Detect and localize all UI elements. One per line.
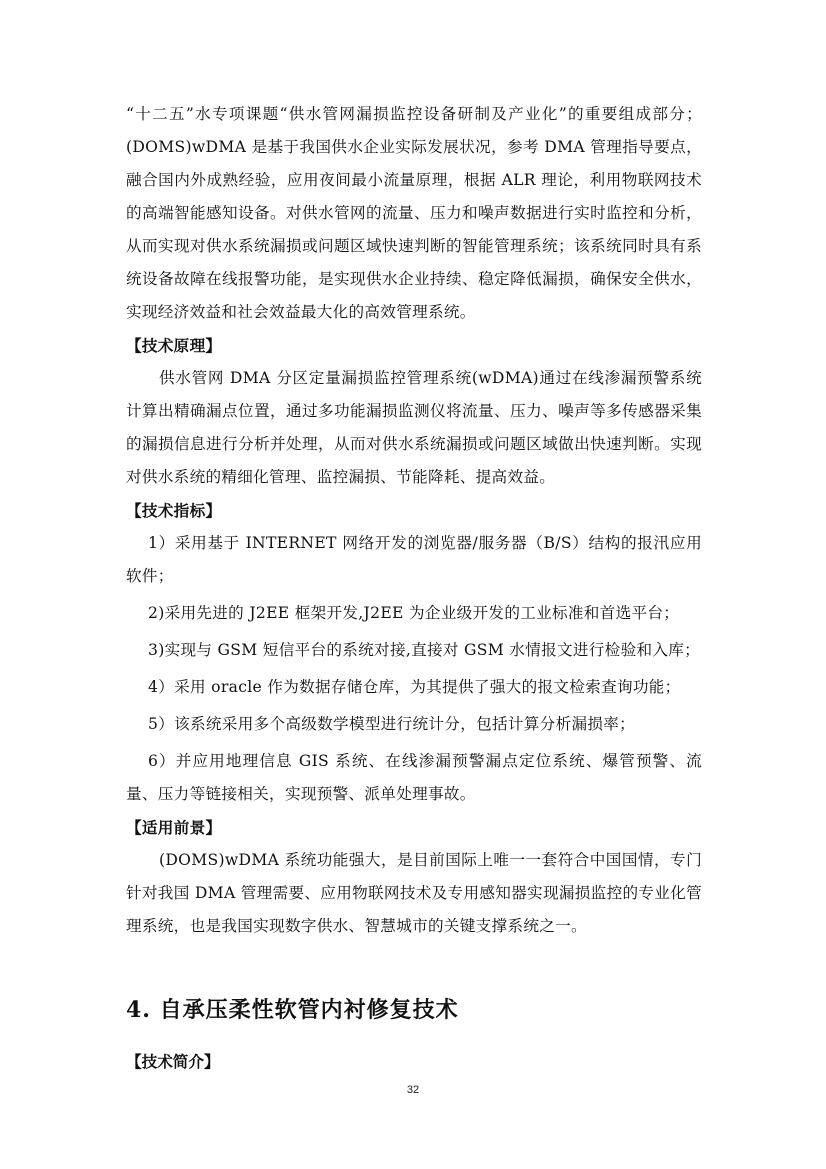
indicator-item-3: 3)实现与 GSM 短信平台的系统对接,直接对 GSM 水情报文进行检验和入库； (148, 641, 701, 659)
prospect-heading: 【适用前景】 (126, 818, 222, 837)
indicator-item-2: 2)采用先进的 J2EE 框架开发,J2EE 为企业级开发的工业标准和首选平台； (148, 604, 680, 622)
principle-heading: 【技术原理】 (126, 336, 222, 355)
section-intro-heading: 【技术简介】 (126, 1052, 220, 1071)
page-number: 32 (406, 1084, 420, 1096)
principle-paragraph: 供水管网 DMA 分区定量漏损监控管理系统(wDMA)通过在线渗漏预警系统计算出精确漏点位置，通过多功能漏损监测仪将流量、压力、噪声等多传感器采集的漏损信息进行分析并处理，从而对供水系统漏损或问题区域做出快速判断。实现对供水系统的精细化管理、监控漏损、节能降耗、提高效益。 (126, 369, 702, 486)
indicator-item-1: 1）采用基于 INTERNET 网络开发的浏览器/服务器（B/S）结构的报汛应用软件； (126, 534, 702, 585)
page-content (126, 98, 702, 1078)
intro-paragraph: “十二五”水专项课题“供水管网漏损监控设备研制及产业化”的重要组成部分；(DOMS)wDMA 是基于我国供水企业实际发展状况，参考 DMA 管理指导要点，融合国内外成熟经验，应用夜间最小流量原理，根据 ALR 理论，利用物联网技术的高端智能感知设备。对供水管网的流量、压力和噪声数据进行实时监控和分析，从而实现对供水系统漏损或问题区域快速判断的智能管理系统；该系统同时具有系统设备故障在线报警功能，是实现供水企业持续、稳定降低漏损，确保安全供水，实现经济效益和社会效益最大化的高效管理系统。 (126, 105, 702, 321)
indicators-heading: 【技术指标】 (126, 501, 222, 520)
section-title: 4. 自承压柔性软管内衬修复技术 (126, 997, 459, 1023)
prospect-paragraph: (DOMS)wDMA 系统功能强大，是目前国际上唯一一套符合中国国情，专门针对我国 DMA 管理需要、应用物联网技术及专用感知器实现漏损监控的专业化管理系统，也是我国实现数字供水、智慧城市的关键支撑系统之一。 (126, 851, 702, 935)
indicator-item-6: 6）并应用地理信息 GIS 系统、在线渗漏预警漏点定位系统、爆管预警、流量、压力等链接相关，实现预警、派单处理事故。 (126, 752, 702, 803)
indicator-item-5: 5）该系统采用多个高级数学模型进行统计分，包括计算分析漏损率； (148, 715, 636, 733)
indicators-list (126, 527, 702, 811)
indicator-item-4: 4）采用 oracle 作为数据存储仓库，为其提供了强大的报文检索查询功能； (148, 678, 681, 696)
